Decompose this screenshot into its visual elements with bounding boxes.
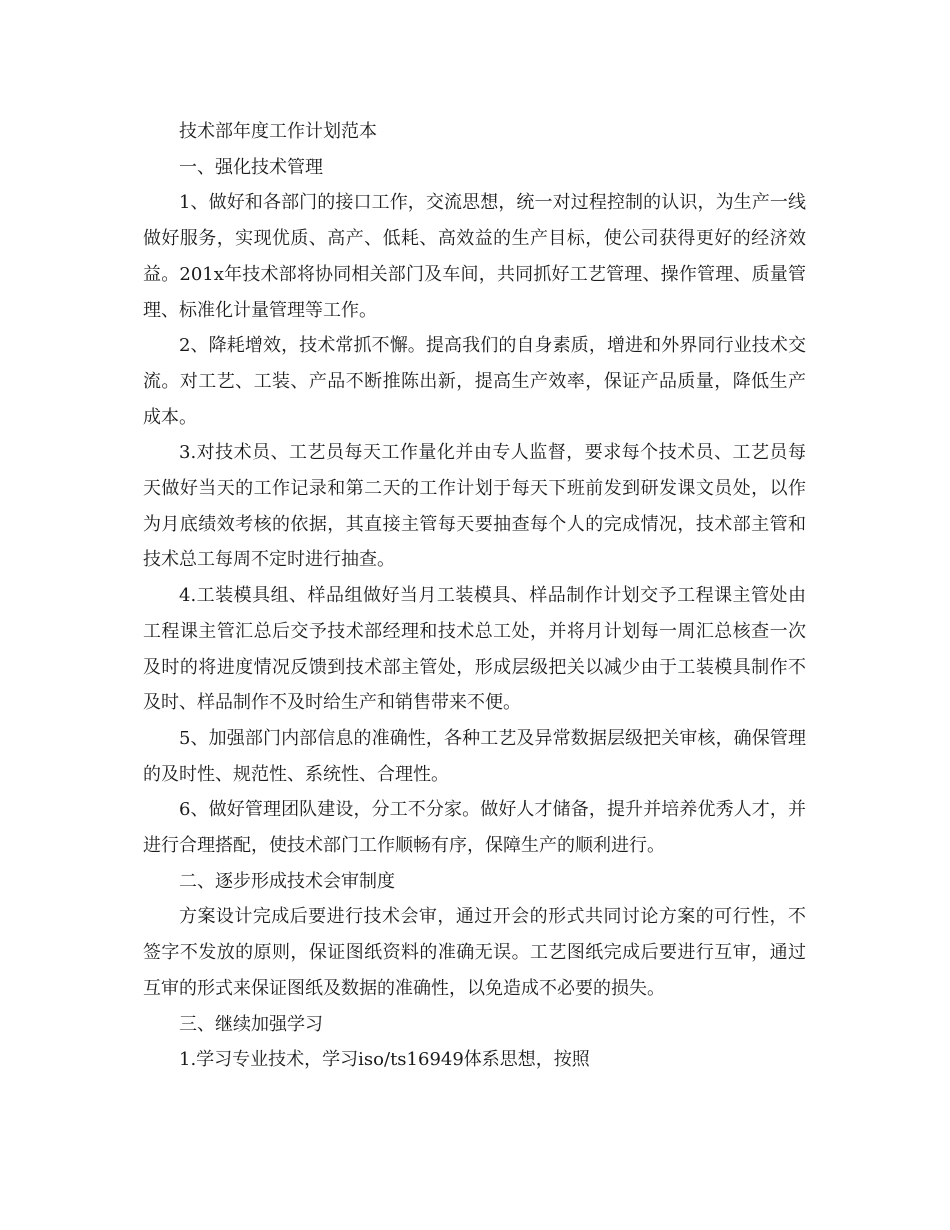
paragraph-1-5: 5、加强部门内部信息的准确性，各种工艺及异常数据层级把关审核，确保管理的及时性、规范性、系统性、合理性。: [143, 727, 806, 785]
paragraph-1-3: 3.对技术员、工艺员每天工作量化并由专人监督，要求每个技术员、工艺员每天做好当天的工作记录和第二天的工作计划于每天下班前发到研发课文员处，以作为月底绩效考核的依据，其直接主管每天要抽查每个人的完成情况，技术部主管和技术总工每周不定时进行抽查。: [143, 442, 806, 571]
section-heading-2: 二、逐步形成技术会审制度: [179, 870, 395, 892]
paragraph-1-1: 1、做好和各部门的接口工作，交流思想，统一对过程控制的认识，为生产一线做好服务，实现优质、高产、低耗、高效益的生产目标，使公司获得更好的经济效益。201x年技术部将协同相关部门及车间，共同抓好工艺管理、操作管理、质量管理、标准化计量管理等工作。: [143, 192, 806, 321]
paragraph-1-2: 2、降耗增效，技术常抓不懈。提高我们的自身素质，增进和外界同行业技术交流。对工艺、工装、产品不断推陈出新，提高生产效率，保证产品质量，降低生产成本。: [143, 335, 806, 428]
paragraph-1-6: 6、做好管理团队建设，分工不分家。做好人才储备，提升并培养优秀人才，并进行合理搭配，使技术部门工作顺畅有序，保障生产的顺利进行。: [143, 799, 806, 857]
section-heading-3: 三、继续加强学习: [179, 1013, 323, 1035]
document-body: [143, 114, 806, 1078]
section-heading-1: 一、强化技术管理: [179, 156, 323, 178]
paragraph-3-1: 1.学习专业技术，学习iso/ts16949体系思想，按照: [179, 1049, 590, 1071]
paragraph-1-4: 4.工装模具组、样品组做好当月工装模具、样品制作计划交予工程课主管处由工程课主管汇总后交予技术部经理和技术总工处，并将月计划每一周汇总核查一次及时的将进度情况反馈到技术部主管处，形成层级把关以减少由于工装模具制作不及时、样品制作不及时给生产和销售带来不便。: [143, 585, 806, 714]
document-title: 技术部年度工作计划范本: [179, 121, 377, 142]
paragraph-2-1: 方案设计完成后要进行技术会审，通过开会的形式共同讨论方案的可行性，不签字不发放的原则，保证图纸资料的准确无误。工艺图纸完成后要进行互审，通过互审的形式来保证图纸及数据的准确性，以免造成不必要的损失。: [143, 906, 806, 999]
